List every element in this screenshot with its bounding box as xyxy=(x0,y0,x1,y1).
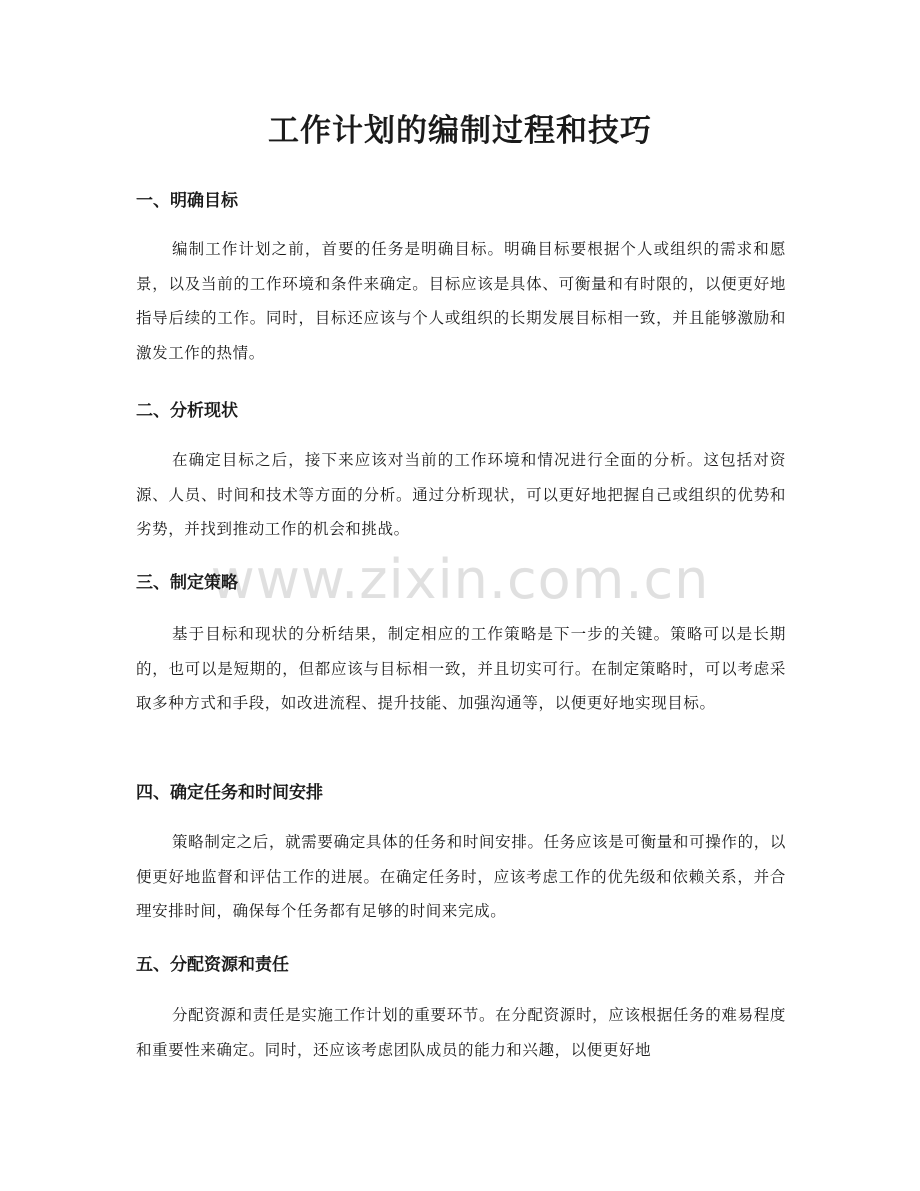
page-title: 工作计划的编制过程和技巧 xyxy=(268,113,652,149)
section-paragraph-4: 策略制定之后，就需要确定具体的任务和时间安排。任务应该是可衡量和可操作的，以便更好地监督和评估工作的进展。在确定任务时，应该考虑工作的优先级和依赖关系，并合理安排时间，确保每个任务都有足够的时间来完成。 xyxy=(136,833,786,921)
section-paragraph-3: 基于目标和现状的分析结果，制定相应的工作策略是下一步的关键。策略可以是长期的，也可以是短期的，但都应该与目标相一致，并且切实可行。在制定策略时，可以考虑采取多种方式和手段，如改进流程、提升技能、加强沟通等，以便更好地实现目标。 xyxy=(136,625,786,713)
section-heading-3: 三、制定策略 xyxy=(136,573,238,593)
watermark: www.zixin.com.cn xyxy=(210,548,710,611)
section-paragraph-1: 编制工作计划之前，首要的任务是明确目标。明确目标要根据个人或组织的需求和愿景，以及当前的工作环境和条件来确定。目标应该是具体、可衡量和有时限的，以便更好地指导后续的工作。同时，目标还应该与个人或组织的长期发展目标相一致，并且能够激励和激发工作的热情。 xyxy=(136,240,786,363)
section-heading-5: 五、分配资源和责任 xyxy=(136,955,289,975)
section-paragraph-2: 在确定目标之后，接下来应该对当前的工作环境和情况进行全面的分析。这包括对资源、人员、时间和技术等方面的分析。通过分析现状，可以更好地把握自己或组织的优势和劣势，并找到推动工作的机会和挑战。 xyxy=(136,451,786,539)
section-heading-2: 二、分析现状 xyxy=(136,401,238,421)
section-heading-4: 四、确定任务和时间安排 xyxy=(136,783,323,803)
section-paragraph-5: 分配资源和责任是实施工作计划的重要环节。在分配资源时，应该根据任务的难易程度和重要性来确定。同时，还应该考虑团队成员的能力和兴趣，以便更好地 xyxy=(136,1006,786,1059)
section-heading-1: 一、明确目标 xyxy=(136,191,238,211)
